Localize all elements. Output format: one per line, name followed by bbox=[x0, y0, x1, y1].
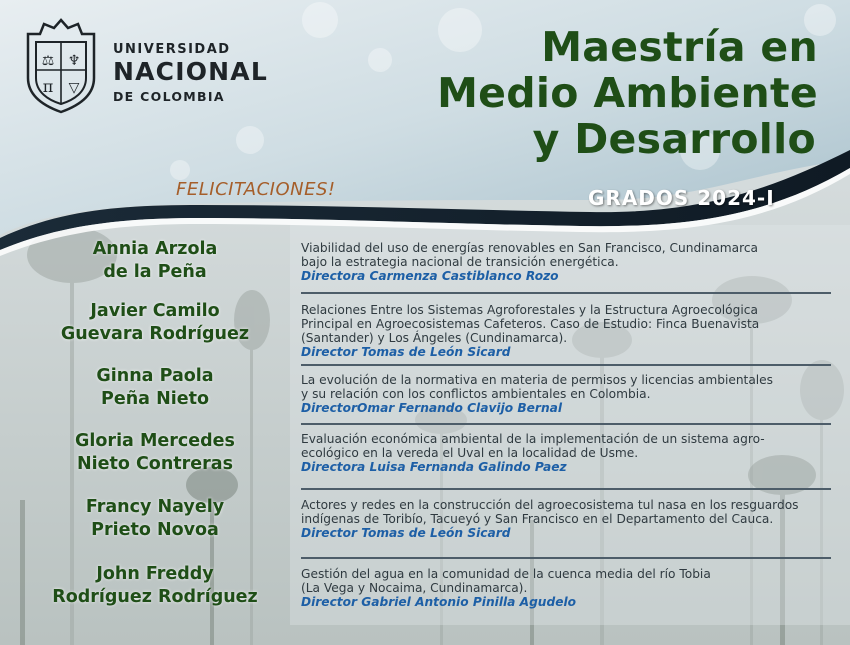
thesis-line: y su relación con los conflictos ambientales en Colombia. bbox=[301, 387, 651, 401]
program-title-line3: y Desarrollo bbox=[532, 115, 816, 163]
graduate-name bbox=[30, 300, 280, 346]
thesis-line: (La Vega y Nocaima, Cundinamarca). bbox=[301, 581, 528, 595]
thesis-line: Relaciones Entre los Sistemas Agroforestales y la Estructura Agroecológica bbox=[301, 303, 758, 317]
graduate-name bbox=[30, 496, 280, 542]
thesis-block bbox=[301, 373, 831, 415]
svg-text:♆: ♆ bbox=[67, 53, 81, 69]
thesis-director: Director Tomas de León Sicard bbox=[301, 526, 511, 540]
graduate-name-line1: Javier Camilo bbox=[90, 301, 220, 321]
university-shield-icon bbox=[20, 18, 102, 114]
thesis-block bbox=[301, 567, 831, 609]
svg-text:⚖: ⚖ bbox=[41, 53, 55, 69]
graduate-name-line2: Peña Nieto bbox=[101, 389, 209, 409]
graduate-name-line1: Annia Arzola bbox=[92, 239, 218, 259]
divider bbox=[301, 292, 831, 294]
thesis-block bbox=[301, 498, 831, 540]
divider bbox=[301, 423, 831, 425]
graduate-name-line1: Francy Nayely bbox=[85, 497, 225, 517]
graduate-name-line2: Nieto Contreras bbox=[76, 454, 234, 474]
divider bbox=[301, 488, 831, 490]
thesis-line: Gestión del agua en la comunidad de la cuenca media del río Tobia bbox=[301, 567, 711, 581]
thesis-director: DirectorOmar Fernando Clavijo Bernal bbox=[301, 401, 563, 415]
thesis-director: Directora Luisa Fernanda Galindo Paez bbox=[301, 460, 567, 474]
thesis-director: Directora Carmenza Castiblanco Rozo bbox=[301, 269, 559, 283]
program-title-line1: Maestría en bbox=[541, 23, 818, 71]
congratulations-heading: FELICITACIONES! bbox=[176, 179, 336, 200]
graduate-name bbox=[30, 238, 280, 284]
university-name-line2: NACIONAL bbox=[113, 57, 268, 86]
graduation-label: GRADOS 2024-I bbox=[588, 186, 775, 210]
graduate-name-line2: Guevara Rodríguez bbox=[60, 324, 250, 344]
graduate-name bbox=[30, 365, 280, 411]
thesis-block bbox=[301, 432, 831, 474]
svg-text:▽: ▽ bbox=[68, 80, 80, 96]
thesis-line: bajo la estrategia nacional de transición energética. bbox=[301, 255, 619, 269]
thesis-block bbox=[301, 241, 831, 283]
graduate-name-line1: John Freddy bbox=[96, 564, 214, 584]
program-title bbox=[437, 24, 818, 162]
graduate-name-line2: Prieto Novoa bbox=[91, 520, 219, 540]
graduate-name bbox=[30, 430, 280, 476]
thesis-line: ecológico en la vereda el Uval en la localidad de Usme. bbox=[301, 446, 639, 460]
thesis-line: Evaluación económica ambiental de la implementación de un sistema agro- bbox=[301, 432, 765, 446]
divider bbox=[301, 364, 831, 366]
program-title-line2: Medio Ambiente bbox=[437, 69, 818, 117]
thesis-line: indígenas de Toribío, Tacueyó y San Francisco en el Departamento del Cauca. bbox=[301, 512, 774, 526]
graduate-name bbox=[30, 563, 280, 609]
thesis-line: Principal en Agroecosistemas Cafeteros. Caso de Estudio: Finca Buenavista bbox=[301, 317, 760, 331]
graduate-name-line2: de la Peña bbox=[103, 262, 207, 282]
graduate-name-line2: Rodríguez Rodríguez bbox=[52, 587, 258, 607]
thesis-director: Director Tomas de León Sicard bbox=[301, 345, 511, 359]
divider bbox=[301, 557, 831, 559]
thesis-line: Actores y redes en la construcción del agroecosistema tul nasa en los resguardos bbox=[301, 498, 799, 512]
thesis-line: (Santander) y Los Ángeles (Cundinamarca). bbox=[301, 331, 568, 345]
thesis-block bbox=[301, 303, 831, 359]
graduate-name-line1: Gloria Mercedes bbox=[75, 431, 235, 451]
university-name-line3: DE COLOMBIA bbox=[113, 89, 225, 104]
svg-text:π: π bbox=[42, 77, 54, 96]
thesis-line: La evolución de la normativa en materia de permisos y licencias ambientales bbox=[301, 373, 774, 387]
university-name-line1: UNIVERSIDAD bbox=[113, 42, 231, 57]
thesis-director: Director Gabriel Antonio Pinilla Agudelo bbox=[301, 595, 577, 609]
graduate-name-line1: Ginna Paola bbox=[96, 366, 214, 386]
thesis-line: Viabilidad del uso de energías renovables en San Francisco, Cundinamarca bbox=[301, 241, 759, 255]
